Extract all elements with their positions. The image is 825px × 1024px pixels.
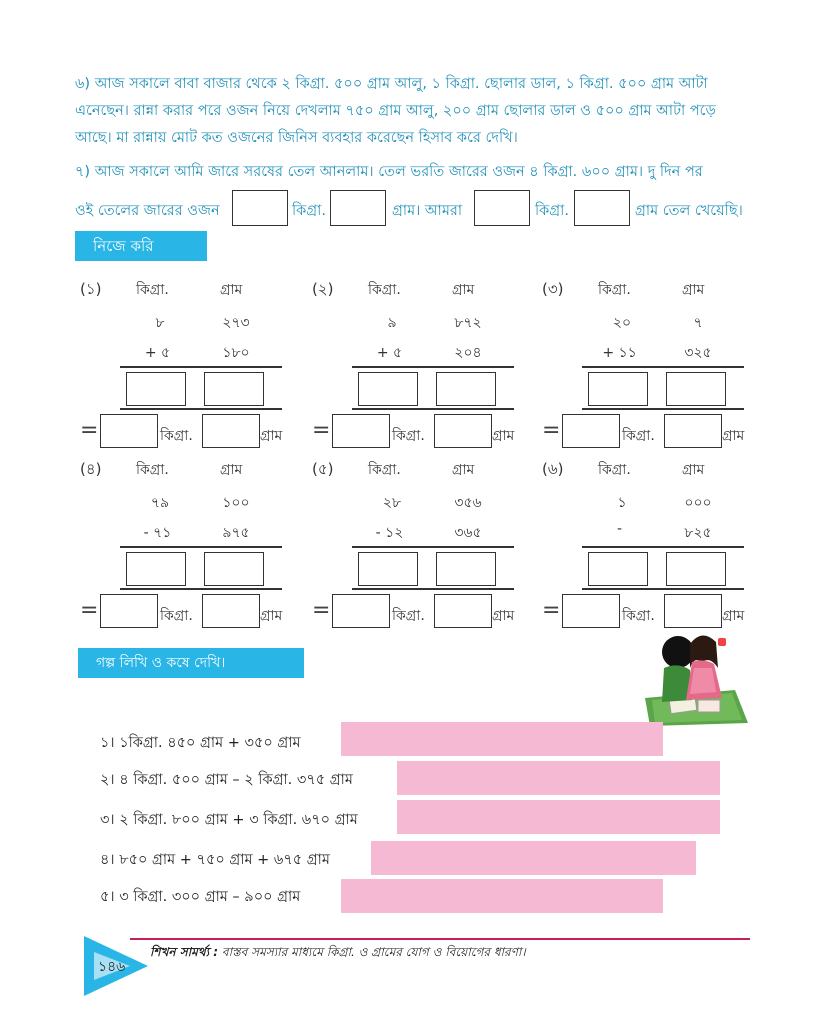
column-header-kg: কিগ্রা.	[368, 282, 401, 298]
final-unit-gram: গ্রাম	[260, 428, 283, 444]
story-answer-bar-3[interactable]	[397, 800, 720, 834]
operand-1-kg: ২০	[612, 315, 632, 331]
operand-1-gram: ১০০	[222, 495, 250, 511]
column-header-gram: গ্রাম	[220, 282, 243, 298]
final-unit-kg: কিগ্রা.	[392, 428, 425, 444]
question-7-text-1: ওই তেলের জারের ওজন	[75, 203, 220, 219]
problem-number: (৫)	[312, 460, 334, 478]
column-header-kg: কিগ্রা.	[598, 462, 631, 478]
final-box-gram[interactable]	[664, 414, 722, 448]
sum-rule-bottom	[582, 588, 744, 590]
equals-sign: =	[542, 418, 561, 443]
final-box-gram[interactable]	[434, 414, 492, 448]
story-item-1: ১। ১কিগ্রা. ৪৫০ গ্রাম + ৩৫০ গ্রাম	[100, 735, 301, 751]
final-box-kg[interactable]	[562, 414, 620, 448]
question-7-text-4: কিগ্রা.	[535, 203, 569, 219]
footer-label: শিখন সামর্থ্য :	[150, 945, 219, 959]
result-box-gram[interactable]	[204, 372, 264, 406]
equals-sign: =	[80, 418, 99, 443]
answer-box-gram-1[interactable]	[330, 190, 386, 226]
operand-2-gram: ১৮০	[222, 345, 250, 361]
story-item-3: ৩। ২ কিগ্রা. ৮০০ গ্রাম + ৩ কিগ্রা. ৬৭০ গ্রাম	[100, 812, 358, 828]
answer-box-kg-1[interactable]	[232, 190, 288, 226]
result-box-kg[interactable]	[358, 372, 418, 406]
column-header-gram: গ্রাম	[220, 462, 243, 478]
sum-rule-bottom	[120, 408, 282, 410]
sum-rule-top	[352, 366, 514, 368]
final-box-kg[interactable]	[100, 594, 158, 628]
problem-number: (৬)	[542, 460, 564, 478]
final-unit-gram: গ্রাম	[492, 608, 515, 624]
problem-number: (১)	[80, 280, 102, 298]
operand-2-kg: + ১১	[602, 345, 637, 361]
final-box-gram[interactable]	[434, 594, 492, 628]
operand-2-kg: - ৭১	[143, 525, 172, 541]
final-unit-gram: গ্রাম	[260, 608, 283, 624]
operand-1-gram: ৭	[693, 315, 703, 331]
operand-2-gram: ৩২৫	[684, 345, 712, 361]
operand-2-gram: ৩৬৫	[454, 525, 482, 541]
operand-2-kg: -	[616, 521, 623, 537]
sum-rule-top	[120, 366, 282, 368]
operand-2-kg: - ১২	[375, 525, 404, 541]
column-header-gram: গ্রাম	[682, 282, 705, 298]
problem-number: (২)	[312, 280, 334, 298]
final-unit-kg: কিগ্রা.	[392, 608, 425, 624]
footer-learning-outcome	[150, 944, 526, 964]
operand-1-gram: ৮৭২	[454, 315, 482, 331]
story-item-5: ৫। ৩ কিগ্রা. ৩০০ গ্রাম – ৯০০ গ্রাম	[100, 889, 301, 905]
result-box-kg[interactable]	[588, 552, 648, 586]
question-7-text-2: কিগ্রা.	[292, 203, 326, 219]
result-box-kg[interactable]	[126, 372, 186, 406]
sum-rule-top	[582, 366, 744, 368]
final-unit-gram: গ্রাম	[722, 608, 745, 624]
answer-box-kg-2[interactable]	[474, 190, 530, 226]
sum-rule-bottom	[352, 408, 514, 410]
final-unit-gram: গ্রাম	[492, 428, 515, 444]
equals-sign: =	[542, 598, 561, 623]
sum-rule-top	[582, 546, 744, 548]
sum-rule-bottom	[120, 588, 282, 590]
operand-1-kg: ১	[617, 495, 627, 511]
answer-box-gram-2[interactable]	[574, 190, 630, 226]
sum-rule-top	[352, 546, 514, 548]
question-7-line-1: ৭) আজ সকালে আমি জারে সরষের তেল আনলাম। তেল ভরতি জারের ওজন ৪ কিগ্রা. ৬০০ গ্রাম। দু দিন পর	[75, 164, 703, 180]
final-unit-kg: কিগ্রা.	[160, 428, 193, 444]
operand-1-kg: ৮	[155, 315, 165, 331]
question-6-line-2: এনেছেন। রান্না করার পরে ওজন নিয়ে দেখলাম ৭৫০ গ্রাম আলু, ২০০ গ্রাম ছোলার ডাল ও ৫০০ গ্রাম আটা পড়ে	[75, 103, 716, 119]
final-box-kg[interactable]	[562, 594, 620, 628]
equals-sign: =	[80, 598, 99, 623]
section-header-nije-kori: নিজে করি	[75, 231, 207, 261]
result-box-gram[interactable]	[436, 552, 496, 586]
question-6-line-1: ৬) আজ সকালে বাবা বাজার থেকে ২ কিগ্রা. ৫০০ গ্রাম আলু, ১ কিগ্রা. ছোলার ডাল, ১ কিগ্রা. ৫০০ গ্রাম আটা	[75, 76, 708, 92]
column-header-gram: গ্রাম	[452, 282, 475, 298]
question-6-line-3: আছে। মা রান্নায় মোট কত ওজনের জিনিস ব্যবহার করেছেন হিসাব করে দেখি।	[75, 130, 518, 146]
story-item-2: ২। ৪ কিগ্রা. ৫০০ গ্রাম – ২ কিগ্রা. ৩৭৫ গ্রাম	[100, 772, 353, 788]
operand-2-gram: ৮২৫	[684, 525, 712, 541]
story-answer-bar-4[interactable]	[371, 841, 696, 875]
result-box-gram[interactable]	[204, 552, 264, 586]
column-header-kg: কিগ্রা.	[136, 282, 169, 298]
operand-1-kg: ২৮	[382, 495, 402, 511]
story-item-4: ৪। ৮৫০ গ্রাম + ৭৫০ গ্রাম + ৬৭৫ গ্রাম	[100, 852, 330, 868]
sum-rule-bottom	[582, 408, 744, 410]
result-box-gram[interactable]	[666, 372, 726, 406]
final-box-kg[interactable]	[332, 594, 390, 628]
question-7-text-3: গ্রাম। আমরা	[392, 203, 463, 219]
equals-sign: =	[312, 598, 331, 623]
operand-1-kg: ৯	[387, 315, 397, 331]
column-header-kg: কিগ্রা.	[136, 462, 169, 478]
operand-1-gram: ২৭৩	[222, 315, 250, 331]
result-box-kg[interactable]	[588, 372, 648, 406]
final-box-gram[interactable]	[202, 414, 260, 448]
final-unit-kg: কিগ্রা.	[622, 608, 655, 624]
final-box-kg[interactable]	[100, 414, 158, 448]
result-box-kg[interactable]	[126, 552, 186, 586]
result-box-gram[interactable]	[436, 372, 496, 406]
section-header-golpo-likhi: গল্প লিখি ও কষে দেখি।	[78, 648, 304, 678]
column-header-kg: কিগ্রা.	[598, 282, 631, 298]
column-header-kg: কিগ্রা.	[368, 462, 401, 478]
problem-number: (৩)	[542, 280, 564, 298]
operand-2-kg: + ৫	[376, 345, 403, 361]
column-header-gram: গ্রাম	[682, 462, 705, 478]
operand-2-gram: ২০৪	[454, 345, 482, 361]
operand-1-gram: ৩৫৬	[454, 495, 482, 511]
final-unit-kg: কিগ্রা.	[622, 428, 655, 444]
final-box-gram[interactable]	[664, 594, 722, 628]
page-number: ১৪৬	[98, 959, 126, 975]
operand-1-gram: ০০০	[684, 495, 712, 511]
final-box-gram[interactable]	[202, 594, 260, 628]
sum-rule-bottom	[352, 588, 514, 590]
result-box-kg[interactable]	[358, 552, 418, 586]
result-box-gram[interactable]	[666, 552, 726, 586]
sum-rule-top	[120, 546, 282, 548]
operand-2-kg: + ৫	[144, 345, 171, 361]
question-7-text-5: গ্রাম তেল খেয়েছি।	[635, 203, 743, 219]
story-answer-bar-2[interactable]	[397, 761, 720, 795]
equals-sign: =	[312, 418, 331, 443]
problem-number: (৪)	[80, 460, 102, 478]
story-answer-bar-5[interactable]	[341, 879, 663, 913]
final-box-kg[interactable]	[332, 414, 390, 448]
column-header-gram: গ্রাম	[452, 462, 475, 478]
children-reading-illustration	[640, 628, 750, 726]
footer-text: বাস্তব সমস্যার মাধ্যমে কিগ্রা. ও গ্রামের যোগ ও বিয়োগের ধারণা।	[221, 945, 526, 959]
operand-2-gram: ৯৭৫	[222, 525, 250, 541]
final-unit-kg: কিগ্রা.	[160, 608, 193, 624]
operand-1-kg: ৭৯	[150, 495, 170, 511]
footer-rule	[130, 938, 750, 940]
final-unit-gram: গ্রাম	[722, 428, 745, 444]
story-answer-bar-1[interactable]	[341, 722, 663, 756]
